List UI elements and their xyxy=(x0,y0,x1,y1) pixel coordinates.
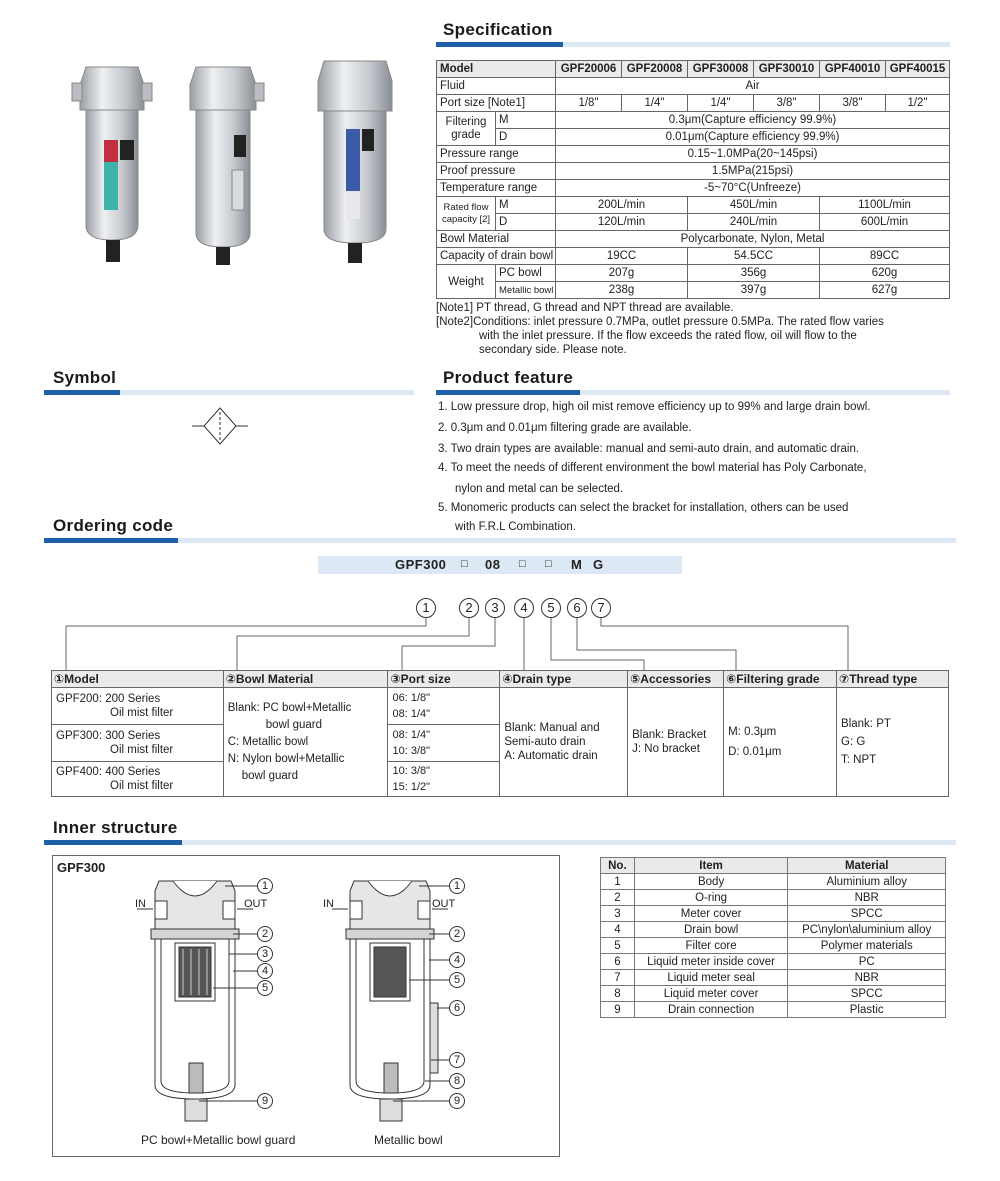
spec-row-weight-pc: Weight PC bowl 207g 356g 620g xyxy=(437,265,950,282)
spec-row-grade-m: Filtering grade M 0.3μm(Capture efficiency 99.9%) xyxy=(437,112,950,129)
callout-left-3: 3 xyxy=(257,946,273,962)
spec-row-temp: Temperature range -5~70°C(Unfreeze) xyxy=(437,180,950,197)
ordering-code-example: GPF300 □ 08 □ □ M G xyxy=(318,556,682,574)
code-number-4: 4 xyxy=(514,598,534,618)
spec-row-proof: Proof pressure 1.5MPa(215psi) xyxy=(437,163,950,180)
callout-left-5: 5 xyxy=(257,980,273,996)
table-row: 9 Drain connection Plastic xyxy=(601,1002,946,1018)
spec-row-flow-d: D 120L/min 240L/min 600L/min xyxy=(437,214,950,231)
inner-structure-title: Inner structure xyxy=(53,818,178,837)
inner-structure-bar xyxy=(44,840,956,845)
spec-row-grade-d: D 0.01μm(Capture efficiency 99.9%) xyxy=(437,129,950,146)
out-label-right: OUT xyxy=(432,898,456,910)
callout-left-2: 2 xyxy=(257,926,273,942)
callout-left-4: 4 xyxy=(257,963,273,979)
in-label-left: IN xyxy=(135,898,146,910)
parts-header-row: No. Item Material xyxy=(601,858,946,874)
note-2: [Note2]Conditions: inlet pressure 0.7MPa, outlet pressure 0.5MPa. The rated flow varies xyxy=(436,316,884,328)
code-number-3: 3 xyxy=(485,598,505,618)
callout-right-7: 7 xyxy=(449,1052,465,1068)
feature-item: 2. 0.3μm and 0.01μm filtering grade are available. xyxy=(438,422,692,434)
spec-row-bowl: Bowl Material Polycarbonate, Nylon, Metal xyxy=(437,231,950,248)
feature-list: 1. Low pressure drop, high oil mist remove efficiency up to 99% and large drain bowl. 2. 0.3μm and 0.01μm filtering grade are available. 3. Two drain types are available: manual and semi-auto drain, and automatic drain. 4. To meet the needs of different environment the bowl material has Poly Carbonate, nylon and metal can be selected. 5. Monomeric products can select the bracket for installation, others can be used with F.R.L Combination. xyxy=(438,398,958,537)
spec-row-drain-cap: Capacity of drain bowl 19CC 54.5CC 89CC xyxy=(437,248,950,265)
spec-row-fluid: Fluid Air xyxy=(437,78,950,95)
code-number-1: 1 xyxy=(416,598,436,618)
spec-notes: [Note1] PT thread, G thread and NPT thread are available. [Note2]Conditions: inlet pressure 0.7MPa, outlet pressure 0.5MPa. The rated flow varies with the inlet pressure. If the flow exceeds the rated flow, oil will flow to the secondary side. Please note. xyxy=(436,301,956,357)
spec-row-pressure: Pressure range 0.15~1.0MPa(20~145psi) xyxy=(437,146,950,163)
callout-left-1: 1 xyxy=(257,878,273,894)
out-label-left: OUT xyxy=(244,898,268,910)
callout-right-8: 8 xyxy=(449,1073,465,1089)
feature-item: 5. Monomeric products can select the bracket for installation, others can be used xyxy=(438,502,849,514)
inner-model-label: GPF300 xyxy=(57,860,106,875)
symbol-title: Symbol xyxy=(53,368,117,387)
code-number-7: 7 xyxy=(591,598,611,618)
callout-right-6: 6 xyxy=(449,1000,465,1016)
code-number-2: 2 xyxy=(459,598,479,618)
code-number-6: 6 xyxy=(567,598,587,618)
callout-right-4: 4 xyxy=(449,952,465,968)
parts-table xyxy=(600,857,946,1018)
spec-row-port: Port size [Note1] 1/8" 1/4" 1/4" 3/8" 3/8" 1/2" xyxy=(437,95,950,112)
feature-item: 3. Two drain types are available: manual and semi-auto drain, and automatic drain. xyxy=(438,443,860,455)
table-row: 2 O-ring NBR xyxy=(601,890,946,906)
table-row: 7 Liquid meter seal NBR xyxy=(601,970,946,986)
table-row: 3 Meter cover SPCC xyxy=(601,906,946,922)
spec-row-weight-metal: Metallic bowl 238g 397g 627g xyxy=(437,282,950,299)
callout-left-9: 9 xyxy=(257,1093,273,1109)
callout-right-2: 2 xyxy=(449,926,465,942)
ordering-code-title: Ordering code xyxy=(53,516,174,535)
product-feature-title: Product feature xyxy=(443,368,574,387)
in-label-right: IN xyxy=(323,898,334,910)
feature-item: 4. To meet the needs of different environment the bowl material has Poly Carbonate, xyxy=(438,462,867,474)
callout-right-9: 9 xyxy=(449,1093,465,1109)
table-row: 8 Liquid meter cover SPCC xyxy=(601,986,946,1002)
order-header-row: ①Model ②Bowl Material ③Port size ④Drain type ⑤Accessories ⑥Filtering grade ⑦Thread type xyxy=(52,671,949,688)
feature-item: 1. Low pressure drop, high oil mist remove efficiency up to 99% and large drain bowl. xyxy=(438,401,871,413)
callout-right-5: 5 xyxy=(449,972,465,988)
inner-structure-drawing-box xyxy=(52,855,560,1157)
callout-right-1: 1 xyxy=(449,878,465,894)
table-row: 6 Liquid meter inside cover PC xyxy=(601,954,946,970)
table-row: 4 Drain bowl PC\nylon\aluminium alloy xyxy=(601,922,946,938)
spec-header-row: Model GPF20006 GPF20008 GPF30008 GPF30010 GPF40010 GPF40015 xyxy=(437,61,950,78)
specification-title: Specification xyxy=(443,20,553,39)
table-row: 5 Filter core Polymer materials xyxy=(601,938,946,954)
code-number-5: 5 xyxy=(541,598,561,618)
callout-lines xyxy=(53,856,561,1158)
table-row: 1 Body Aluminium alloy xyxy=(601,874,946,890)
note-1: [Note1] PT thread, G thread and NPT thread are available. xyxy=(436,302,734,314)
ordering-code-table: ①Model ②Bowl Material ③Port size ④Drain type ⑤Accessories ⑥Filtering grade ⑦Thread type GPF200: 200 Series Oil mist filter Blank: PC bowl+Metallic bowl guard C: Metallic bowl N: Nylon bowl+Metallic bowl guard 06: 1/8" 08: 1/4" Blank: Manual and Semi-auto drain A: Automatic drain Blank: Bracket J: No bracket M: 0.3μm D: 0.01μm Blank: PT G: G T: NPT GPF300: 300 Series Oil mist filter 08: 1/4" 10: 3/8" GPF400: 400 Series Oil mist filter 10: 3/8" 15: 1/2" xyxy=(51,670,949,797)
spec-row-flow-m: Rated flow capacity [2] M 200L/min 450L/min 1100L/min xyxy=(437,197,950,214)
caption-metal-bowl: Metallic bowl xyxy=(374,1133,443,1147)
caption-pc-bowl: PC bowl+Metallic bowl guard xyxy=(141,1133,296,1147)
